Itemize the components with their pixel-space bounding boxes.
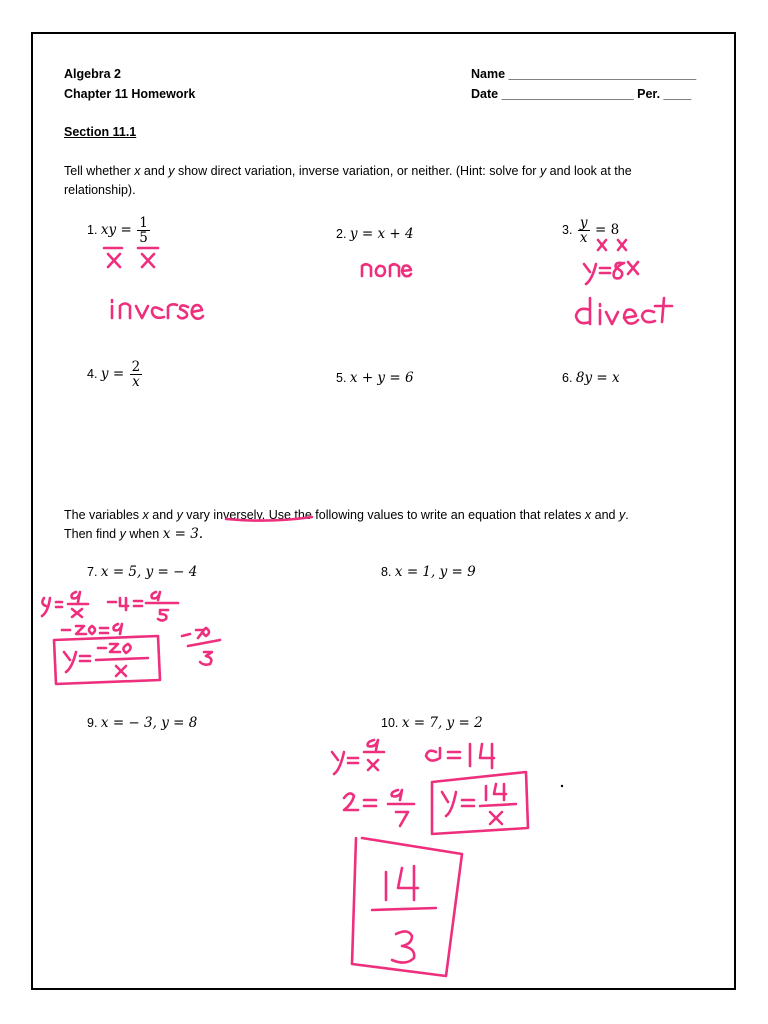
problem-2: 2. y = x + 4 bbox=[336, 226, 414, 242]
section-title: Section 11.1 bbox=[64, 125, 137, 139]
problem-4: 4. y = $\frac{2}{x}$ bbox=[87, 359, 141, 390]
problem-5: 5. x + y = 6 bbox=[336, 370, 414, 386]
problem-10: 10. x = 7, y = 2 bbox=[381, 715, 483, 731]
part1-instructions: Tell whether x and y show direct variation, inverse variation, or neither. (Hint: solve for y and look at the relationship). bbox=[64, 164, 632, 197]
name-field: Name ___________________________ bbox=[471, 67, 697, 81]
date-period-field: Date ___________________ Per. ____ bbox=[471, 87, 692, 101]
assignment-title: Chapter 11 Homework bbox=[64, 87, 196, 101]
problem-1: 1. xy = $\frac{1}{5}$ bbox=[87, 215, 148, 246]
problem-7: 7. x = 5, y = − 4 bbox=[87, 564, 198, 580]
problem-6: 6. 8y = x bbox=[562, 370, 620, 386]
problem-8: 8. x = 1, y = 9 bbox=[381, 564, 476, 580]
problem-9: 9. x = − 3, y = 8 bbox=[87, 715, 198, 731]
problem-3: 3. $\frac{y}{x}$ = 8 bbox=[562, 215, 620, 246]
course-title: Algebra 2 bbox=[64, 67, 121, 81]
part2-instructions: The variables x and y vary inversely. Use the following values to write an equation that relates x and y. Then find y when x = 3. bbox=[64, 508, 629, 542]
